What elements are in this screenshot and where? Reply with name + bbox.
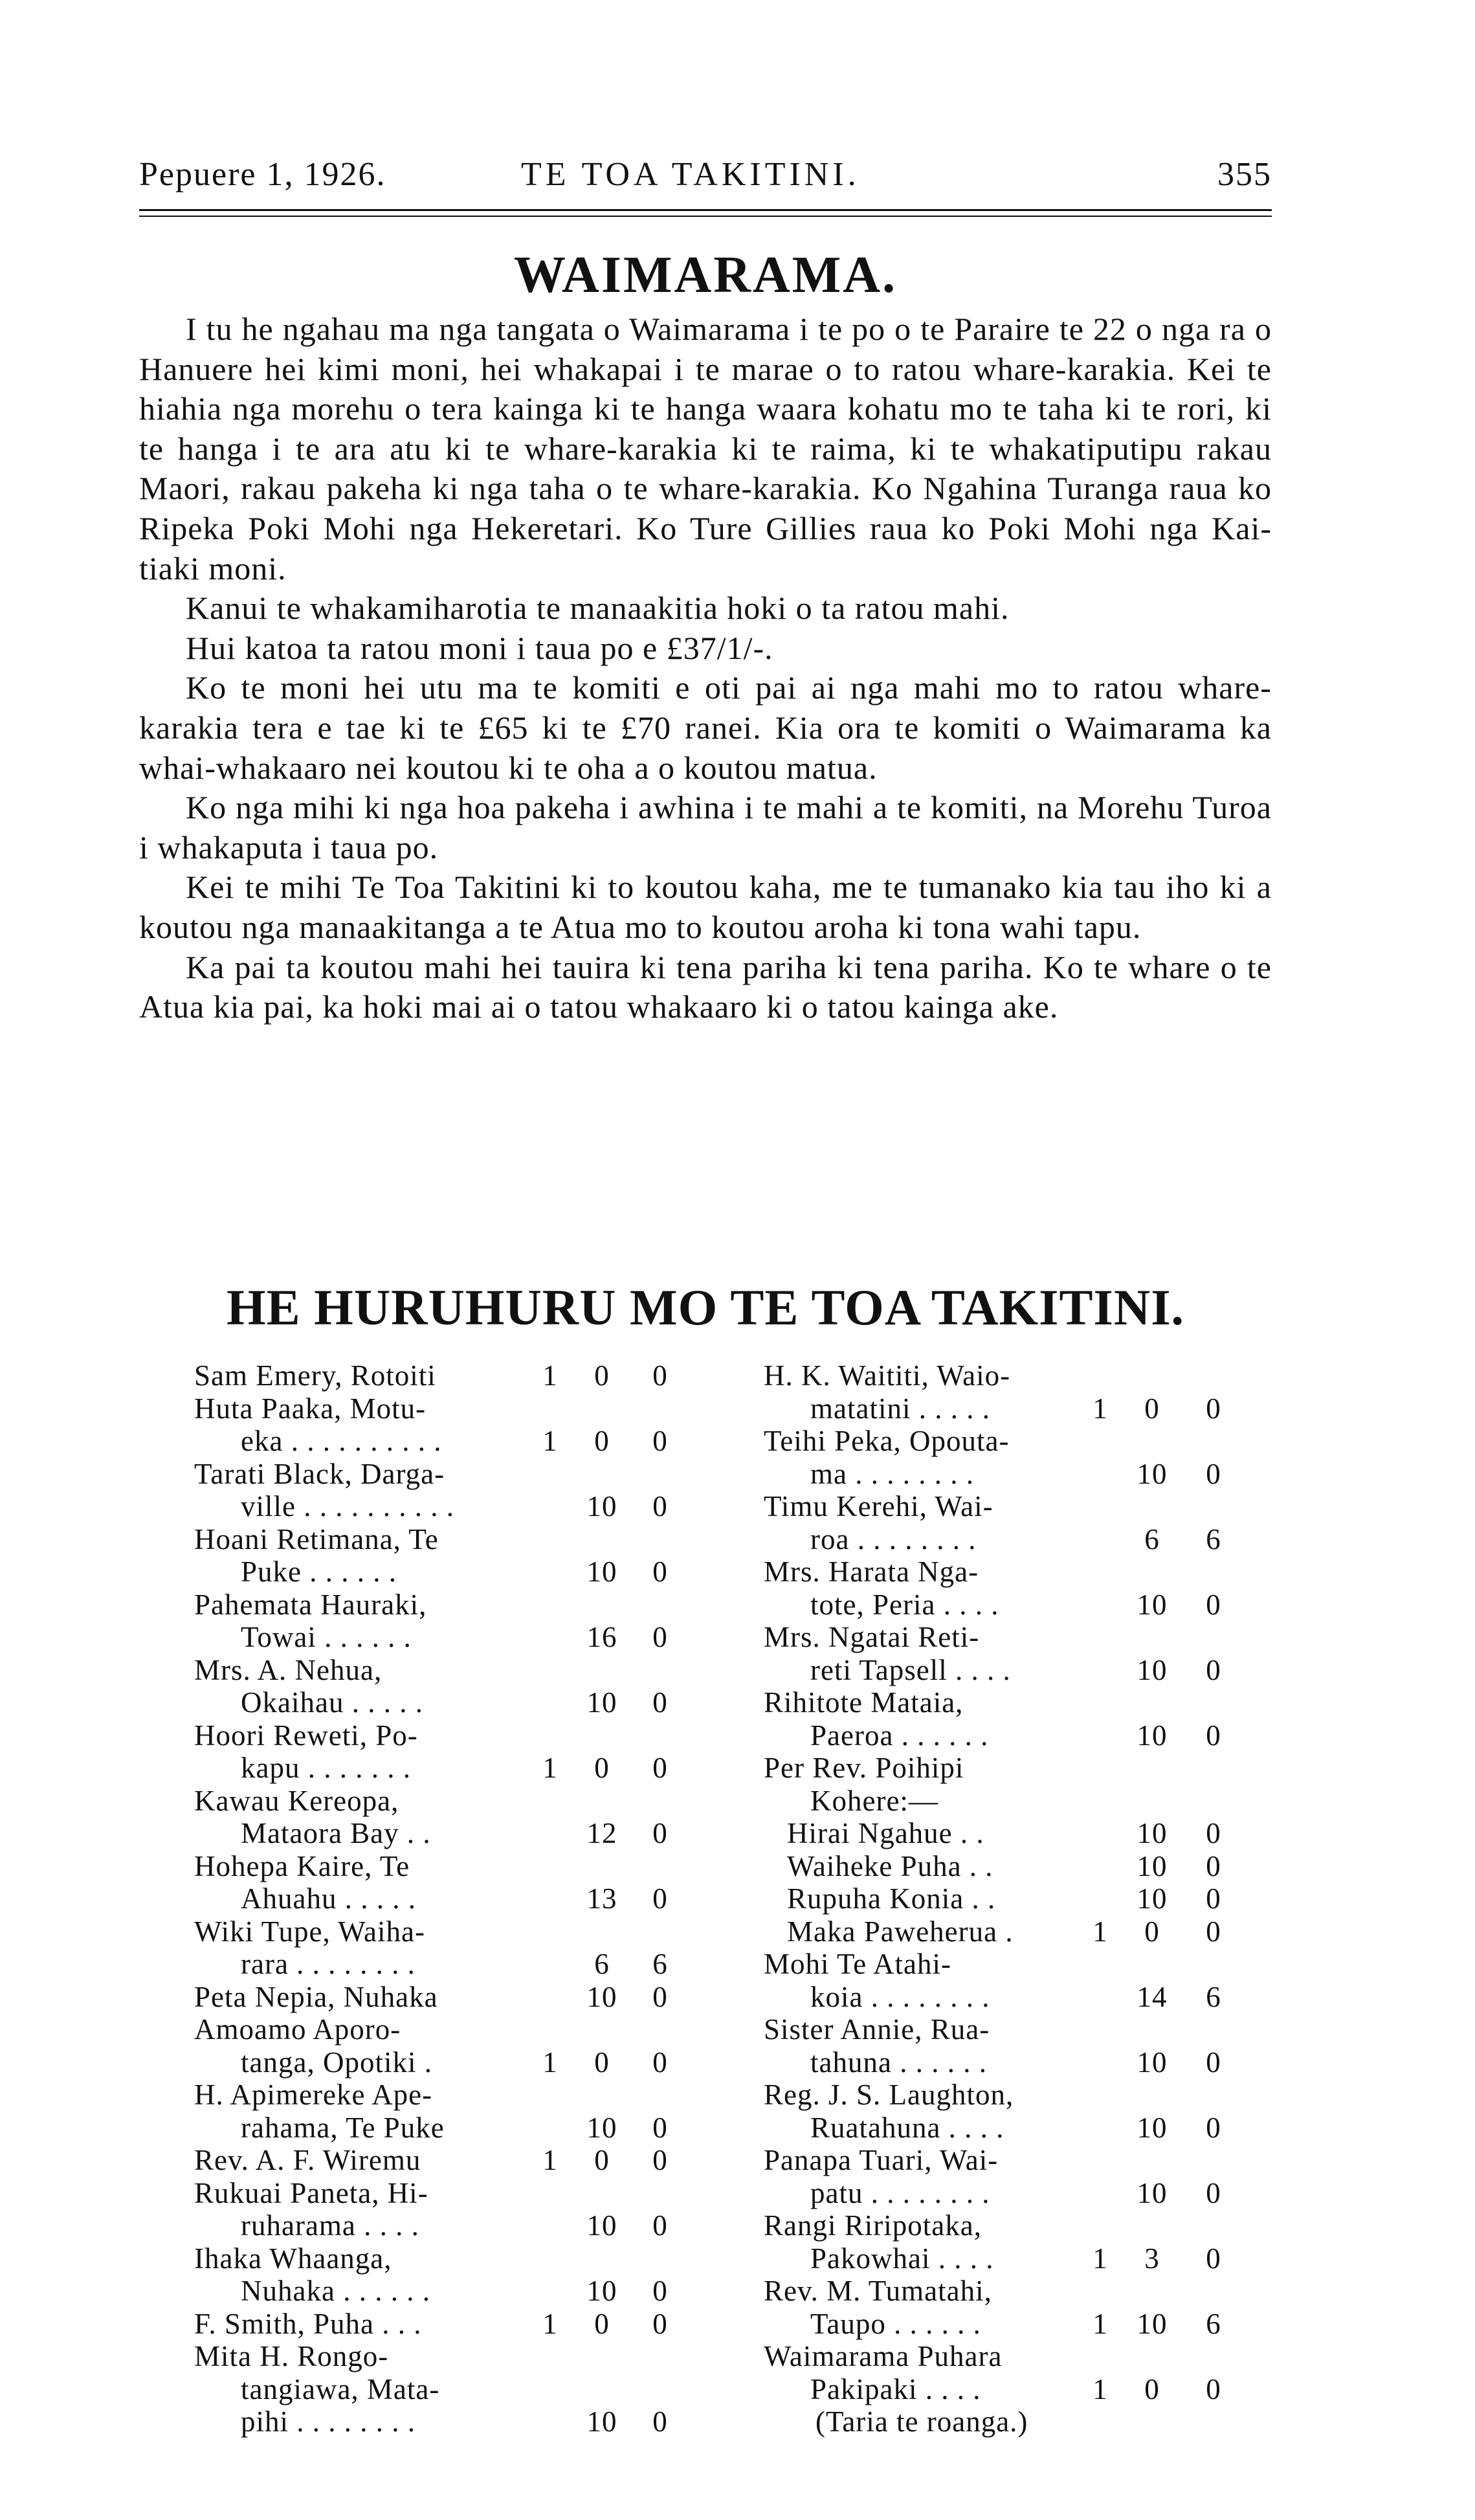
page-number: 355 (1217, 156, 1272, 193)
amount-pounds: 1 (542, 1425, 558, 1457)
amount-shillings: 0 (594, 1359, 610, 1392)
subscriber-name: Reg. J. S. Laughton, (764, 2079, 1014, 2111)
subscriber-name: ma . . . . . . . . (810, 1457, 974, 1490)
amount-pence: 0 (1206, 2176, 1221, 2209)
amount-pounds: 1 (542, 1752, 558, 1784)
continued-note: (Taria te roanga.) (815, 2405, 1028, 2438)
header-rule-thin (139, 216, 1272, 217)
subscriber-name: Hoani Retimana, Te (194, 1522, 439, 1555)
subscriber-name: Maka Paweherua . (787, 1915, 1014, 1948)
subscriber-name: eka . . . . . . . . . . (241, 1425, 442, 1457)
subscription-entry (764, 1621, 1246, 1686)
subscriber-name: tangiawa, Mata- (241, 2372, 440, 2405)
subscription-entry (194, 1523, 686, 1589)
amount-shillings: 10 (1137, 1653, 1168, 1686)
subscription-entry (764, 2079, 1246, 2144)
subscriber-name: Mohi Te Atahi- (764, 1948, 951, 1980)
subscription-entry (194, 1915, 686, 1981)
amount-pounds: 1 (1092, 2307, 1108, 2340)
subscription-entry (764, 1752, 1246, 1817)
subscriber-name: Rukuai Paneta, Hi- (194, 2176, 428, 2209)
subscriber-name: tanga, Opotiki . (241, 2046, 432, 2079)
amount-shillings: 10 (1137, 1588, 1168, 1621)
amount-pounds: 1 (542, 1359, 558, 1392)
subscriber-name: H. Apimereke Ape- (194, 2079, 433, 2111)
amount-pence: 0 (1206, 1915, 1221, 1948)
amount-pence: 0 (1206, 1457, 1221, 1490)
amount-pence: 0 (652, 2405, 668, 2438)
article-paragraph: Kanui te whakamiharotia te manaakitia hoki o ta ratou mahi. (186, 590, 1010, 627)
subscriber-name: Paeroa . . . . . . (810, 1719, 989, 1752)
subscriber-name: matatini . . . . . (810, 1392, 990, 1425)
amount-pence: 0 (652, 1980, 668, 2013)
subscriber-name: Hohepa Kaire, Te (194, 1849, 410, 1882)
subscription-entry (764, 1915, 1246, 1948)
article-title: WAIMARAMA. (513, 247, 898, 304)
subscriptions-title: HE HURUHURU MO TE TOA TAKITINI. (226, 1279, 1185, 1335)
subscription-entry (764, 1817, 1246, 1850)
amount-pence: 0 (652, 2307, 668, 2340)
amount-shillings: 10 (1137, 1817, 1168, 1849)
subscriber-name: Ruatahuna . . . . (810, 2111, 1004, 2144)
amount-pence: 6 (1206, 1522, 1221, 1555)
amount-pounds: 1 (1092, 1915, 1108, 1948)
amount-shillings: 3 (1144, 2242, 1160, 2275)
running-header (139, 155, 1272, 207)
subscriber-name: Mita H. Rongo- (194, 2340, 389, 2372)
amount-shillings: 10 (586, 1555, 617, 1588)
subscription-entry (764, 1948, 1246, 2013)
subscription-entry (194, 2242, 686, 2308)
subscriptions-left-column (194, 1359, 686, 2438)
amount-pounds: 1 (542, 2144, 558, 2176)
subscriber-name: Waimarama Puhara (764, 2340, 1003, 2372)
amount-shillings: 6 (594, 1948, 610, 1980)
amount-shillings: 10 (1137, 2046, 1168, 2079)
subscriber-name: H. K. Waititi, Waio- (764, 1359, 1011, 1392)
article-paragraph: Ko te moni hei utu ma te komiti e oti pai ai nga mahi mo to ratou whare-karakia tera e tae ki te £65 ki te £70 ranei. Kia ora te komiti o Waimarama ka whai-whakaaro nei koutou ki te oha a o koutou matua. (139, 669, 1272, 786)
subscription-entry (194, 1359, 686, 1392)
subscriber-name: Tarati Black, Darga- (194, 1457, 445, 1490)
subscription-entry (194, 2308, 686, 2341)
amount-pounds: 1 (1092, 2242, 1108, 2275)
amount-shillings: 0 (1144, 2372, 1160, 2405)
article-paragraph: Kei te mihi Te Toa Takitini ki to koutou kaha, me te tumanako kia tau iho ki a koutou nga manaakitanga a te Atua mo to koutou aroha ki tona wahi tapu. (139, 869, 1272, 945)
subscriber-name: pihi . . . . . . . . (241, 2405, 416, 2438)
amount-pence: 0 (652, 1686, 668, 1719)
header-date: Pepuere 1, 1926. (139, 156, 386, 193)
article-paragraph: Ko nga mihi ki nga hoa pakeha i awhina i te mahi a te komiti, na Morehu Turoa i whakaputa i taua po. (139, 789, 1272, 865)
amount-pence: 0 (1206, 1588, 1221, 1621)
subscriber-name: rahama, Te Puke (241, 2111, 445, 2144)
subscriber-name: Huta Paaka, Motu- (194, 1392, 427, 1425)
subscriber-name: Pakipaki . . . . (810, 2372, 981, 2405)
amount-pounds: 1 (1092, 2372, 1108, 2405)
amount-pence: 0 (652, 1425, 668, 1457)
subscription-entry (194, 1981, 686, 2014)
subscription-entry (764, 2340, 1246, 2405)
amount-pence: 0 (652, 2144, 668, 2176)
amount-shillings: 10 (1137, 1882, 1168, 1915)
amount-pounds: 1 (542, 2307, 558, 2340)
subscription-entry (764, 2144, 1246, 2209)
subscriber-name: tote, Peria . . . . (810, 1588, 999, 1621)
subscriber-name: Wiki Tupe, Waiha- (194, 1915, 425, 1948)
amount-shillings: 10 (1137, 2111, 1168, 2144)
subscriber-name: Panapa Tuari, Wai- (764, 2144, 999, 2176)
subscriber-name: Peta Nepia, Nuhaka (194, 1980, 438, 2013)
subscriptions-right-column (764, 1359, 1246, 2438)
subscriber-name: Nuhaka . . . . . . (241, 2275, 430, 2307)
subscriber-name: Kohere:— (810, 1784, 938, 1817)
amount-pence: 0 (652, 1621, 668, 1653)
subscriber-name: Towai . . . . . . (241, 1621, 412, 1653)
subscriber-name: Mrs. Ngatai Reti- (764, 1621, 980, 1653)
amount-pence: 0 (652, 2275, 668, 2307)
subscriber-name: Ahuahu . . . . . (241, 1882, 416, 1915)
subscriber-name: reti Tapsell . . . . (810, 1653, 1011, 1686)
amount-shillings: 10 (1137, 1457, 1168, 1490)
subscriber-name: kapu . . . . . . . (241, 1752, 411, 1784)
amount-shillings: 10 (1137, 1849, 1168, 1882)
amount-shillings: 10 (586, 1980, 617, 2013)
amount-pence: 0 (652, 1359, 668, 1392)
subscriber-name: Mrs. A. Nehua, (194, 1653, 383, 1686)
subscription-entry (764, 2013, 1246, 2079)
subscription-entry (764, 2275, 1246, 2340)
subscriber-name: Timu Kerehi, Wai- (764, 1490, 993, 1522)
article-paragraph: I tu he ngahau ma nga tangata o Waimarama i te po o te Paraire te 22 o nga ra o Hanuere hei kimi moni, hei whakapai i te marae o to ratou whare-karakia. Kei te hiahia nga morehu o tera kainga ki te hanga waara kohatu mo te taha ki te rori, ki te hanga i te ara atu ki te whare-karakia ki te raima, ki te whakatiputipu rakau Maori, rakau pakeha ki nga taha o te whare-karakia. Ko Ngahina Turanga raua ko Ripeka Poki Mohi nga Hekeretari. Ko Ture Gillies raua ko Poki Mohi nga Kai-tiaki moni. (139, 311, 1272, 586)
subscription-entry (194, 2144, 686, 2177)
amount-pence: 0 (1206, 2046, 1221, 2079)
amount-pounds: 1 (542, 2046, 558, 2079)
amount-pence: 0 (1206, 1817, 1221, 1849)
subscriber-name: tahuna . . . . . . (810, 2046, 987, 2079)
amount-shillings: 10 (586, 2111, 617, 2144)
subscriber-name: patu . . . . . . . . (810, 2176, 990, 2209)
amount-shillings: 0 (1144, 1392, 1160, 1425)
subscription-entry (194, 2340, 686, 2438)
subscription-entry (764, 1882, 1246, 1915)
amount-shillings: 6 (1144, 1522, 1160, 1555)
subscription-entry (194, 2013, 686, 2079)
subscriber-name: ruharama . . . . (241, 2209, 419, 2242)
amount-shillings: 10 (586, 2275, 617, 2307)
subscriber-name: Ihaka Whaanga, (194, 2242, 392, 2275)
subscriber-name: ville . . . . . . . . . . (241, 1490, 454, 1522)
amount-shillings: 10 (1137, 1719, 1168, 1752)
article-paragraph: Ka pai ta koutou mahi hei tauira ki tena pariha ki tena pariha. Ko te whare o te Atua kia pai, ka hoki mai ai o tatou whakaaro ki o tatou kainga ake. (139, 948, 1272, 1025)
amount-shillings: 0 (594, 2307, 610, 2340)
subscription-entry (194, 2177, 686, 2242)
amount-shillings: 14 (1137, 1980, 1168, 2013)
amount-shillings: 16 (586, 1621, 617, 1653)
amount-shillings: 10 (1137, 2307, 1168, 2340)
article-paragraph: Hui katoa ta ratou moni i taua po e £37/1/-. (186, 629, 773, 666)
subscriber-name: Sam Emery, Rotoiti (194, 1359, 436, 1392)
amount-shillings: 0 (594, 1425, 610, 1457)
header-rule (139, 209, 1272, 211)
subscriber-name: Pakowhai . . . . (810, 2242, 994, 2275)
amount-pence: 6 (1206, 1980, 1221, 2013)
subscriber-name: Amoamo Aporo- (194, 2013, 401, 2046)
amount-shillings: 10 (586, 2209, 617, 2242)
amount-pence: 0 (652, 2209, 668, 2242)
subscription-entry (194, 1589, 686, 1654)
subscription-entry (764, 1686, 1246, 1752)
amount-pence: 0 (1206, 2111, 1221, 2144)
amount-shillings: 0 (594, 1752, 610, 1784)
amount-pence: 0 (1206, 1882, 1221, 1915)
amount-pence: 0 (1206, 2242, 1221, 2275)
subscription-entry (764, 1425, 1246, 1490)
subscription-entry (194, 1654, 686, 1719)
amount-pence: 0 (1206, 1653, 1221, 1686)
subscriber-name: Rev. A. F. Wiremu (194, 2144, 421, 2176)
subscriber-name: Taupo . . . . . . (810, 2307, 981, 2340)
amount-pence: 0 (652, 1752, 668, 1784)
subscriber-name: Rupuha Konia . . (787, 1882, 996, 1915)
subscription-entry (194, 2079, 686, 2144)
subscription-entry (764, 2209, 1246, 2275)
amount-pence: 6 (652, 1948, 668, 1980)
subscriber-name: F. Smith, Puha . . . (194, 2307, 422, 2340)
subscriber-name: Mataora Bay . . (241, 1817, 431, 1849)
subscription-entry (194, 1719, 686, 1785)
amount-pence: 0 (652, 1882, 668, 1915)
subscriber-name: roa . . . . . . . . (810, 1522, 977, 1555)
subscriber-name: Rangi Riripotaka, (764, 2209, 982, 2242)
amount-shillings: 10 (586, 1490, 617, 1522)
amount-shillings: 10 (586, 1686, 617, 1719)
subscription-entry (194, 1850, 686, 1915)
subscriber-name: Kawau Kereopa, (194, 1784, 399, 1817)
subscriber-name: Puke . . . . . . (241, 1555, 397, 1588)
amount-pence: 0 (1206, 1392, 1221, 1425)
subscriber-name: Rihitote Mataia, (764, 1686, 964, 1719)
amount-shillings: 10 (1137, 2176, 1168, 2209)
article-body (139, 309, 1272, 1027)
subscription-entry (194, 1392, 686, 1458)
amount-pence: 0 (652, 1490, 668, 1522)
amount-shillings: 12 (586, 1817, 617, 1849)
amount-shillings: 0 (1144, 1915, 1160, 1948)
header-journal-title: TE TOA TAKITINI. (521, 156, 860, 193)
amount-shillings: 0 (594, 2144, 610, 2176)
subscription-entry (194, 1458, 686, 1523)
subscriber-name: koia . . . . . . . . (810, 1980, 990, 2013)
subscriber-name: Okaihau . . . . . (241, 1686, 423, 1719)
subscription-entry (764, 1359, 1246, 1425)
subscriber-name: Waiheke Puha . . (787, 1849, 993, 1882)
subscription-entry (764, 1490, 1246, 1555)
amount-pence: 0 (1206, 2372, 1221, 2405)
amount-pence: 6 (1206, 2307, 1221, 2340)
subscription-entry (764, 1850, 1246, 1883)
subscriber-name: Pahemata Hauraki, (194, 1588, 427, 1621)
subscriber-name: Teihi Peka, Opouta- (764, 1425, 1010, 1457)
amount-pence: 0 (652, 1555, 668, 1588)
amount-shillings: 0 (594, 2046, 610, 2079)
amount-pence: 0 (652, 1817, 668, 1849)
subscriber-name: Hirai Ngahue . . (787, 1817, 984, 1849)
amount-pence: 0 (1206, 1719, 1221, 1752)
amount-shillings: 10 (586, 2405, 617, 2438)
subscriber-name: Rev. M. Tumatahi, (764, 2275, 992, 2307)
amount-pence: 0 (1206, 1849, 1221, 1882)
subscriber-name: Per Rev. Poihipi (764, 1752, 964, 1784)
amount-pence: 0 (652, 2111, 668, 2144)
amount-pounds: 1 (1092, 1392, 1108, 1425)
subscriber-name: rara . . . . . . . . (241, 1948, 416, 1980)
amount-shillings: 13 (586, 1882, 617, 1915)
subscriber-name: Sister Annie, Rua- (764, 2013, 990, 2046)
subscriber-name: Hoori Reweti, Po- (194, 1719, 418, 1752)
amount-pence: 0 (652, 2046, 668, 2079)
subscription-entry (764, 1555, 1246, 1621)
subscriber-name: Mrs. Harata Nga- (764, 1555, 979, 1588)
subscription-entry (194, 1785, 686, 1850)
